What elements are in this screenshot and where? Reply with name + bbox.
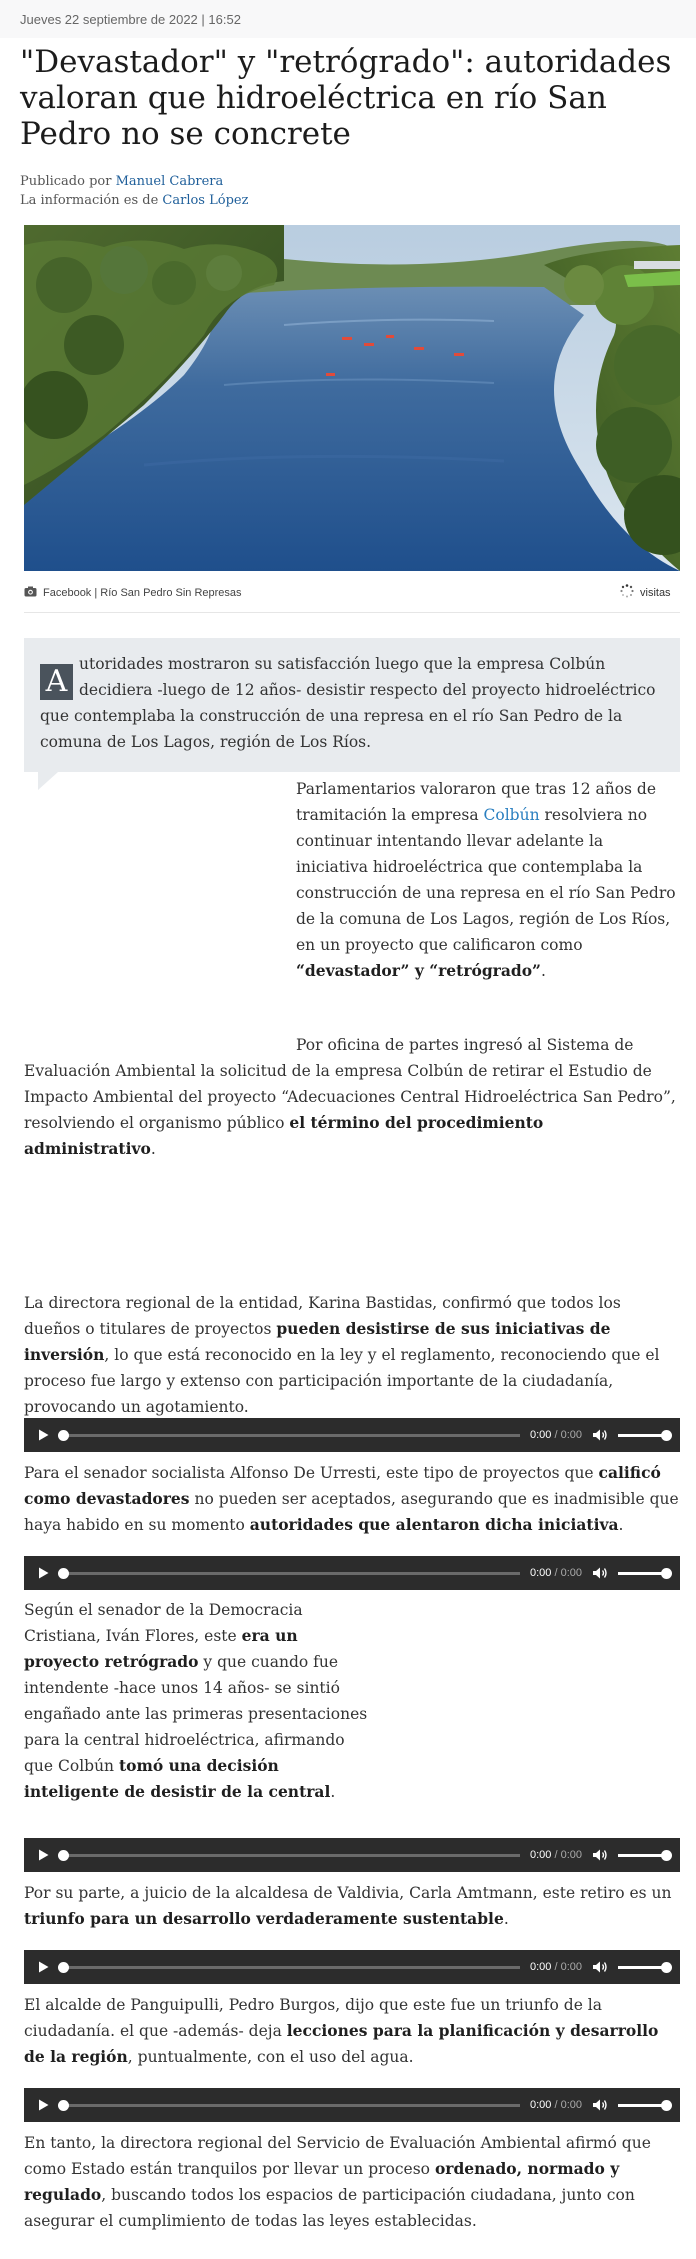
paragraph-3-text: La directora regional de la entidad, Karina Bastidas, confirmó que todos los dueños o titulares de proyectos bbox=[24, 1294, 621, 1338]
paragraph-1 bbox=[296, 776, 676, 984]
audio-duration: 0:00 bbox=[560, 2099, 582, 2111]
paragraph-1-text-2: resolviera no continuar intentando llevar adelante la iniciativa hidroeléctrica que contemplaba la construcción de una represa en el río San Pedro de la comuna de Los Lagos, región de Los Ríos, en un proyecto que calificaron como bbox=[296, 806, 676, 954]
paragraph-2-text: Por oficina de partes ingresó al Sistema de Evaluación Ambiental la solicitud de la empresa Colbún de retirar el Estudio de Impacto Ambiental del proyecto “Adecuaciones Central Hidroeléctrica San Pedro”, resolviendo el organismo público bbox=[24, 1036, 676, 1132]
photo-caption bbox=[24, 586, 242, 600]
volume-icon[interactable] bbox=[592, 1566, 608, 1580]
audio-player-3[interactable] bbox=[24, 1838, 680, 1872]
paragraph-7 bbox=[24, 1992, 680, 2070]
info-author-link[interactable]: Carlos López bbox=[162, 193, 249, 208]
paragraph-5-bold-1: era un proyecto retrógrado bbox=[24, 1626, 298, 1671]
paragraph-4-bold-2: autoridades que alentaron dicha iniciativa bbox=[249, 1515, 619, 1534]
volume-icon[interactable] bbox=[592, 1960, 608, 1974]
author-link[interactable]: Manuel Cabrera bbox=[115, 174, 224, 189]
volume-icon[interactable] bbox=[592, 1848, 608, 1862]
audio-duration: 0:00 bbox=[560, 1567, 582, 1579]
play-icon[interactable] bbox=[36, 1848, 50, 1862]
volume-knob[interactable] bbox=[661, 2100, 672, 2111]
lead-text: utoridades mostraron su satisfacción luego que la empresa Colbún decidiera -luego de 12 años- desistir respecto del proyecto hidroeléctrico que contemplaba la construcción de una represa en el río San Pedro de la comuna de Los Lagos, región de Los Ríos. bbox=[40, 655, 656, 751]
paragraph-6 bbox=[24, 1880, 680, 1932]
paragraph-8 bbox=[24, 2130, 680, 2234]
volume-slider[interactable] bbox=[618, 1434, 668, 1437]
paragraph-8-end: , buscando todos los espacios de participación ciudadana, junto con asegurar el cumplimiento de todas las leyes establecidas. bbox=[24, 2186, 635, 2230]
audio-progress-knob[interactable] bbox=[58, 1430, 69, 1441]
paragraph-4-end: . bbox=[618, 1516, 624, 1534]
paragraph-4-bold-1: calificó como devastadores bbox=[24, 1463, 661, 1508]
audio-current-time: 0:00 bbox=[529, 2099, 552, 2111]
loading-spinner-icon bbox=[620, 584, 634, 601]
audio-progress-bar[interactable] bbox=[60, 1434, 520, 1437]
paragraph-4-text-2: no pueden ser aceptados, asegurando que es inadmisible que haya habido en su momento bbox=[24, 1490, 679, 1534]
audio-time-separator: / bbox=[554, 1961, 558, 1973]
audio-progress-knob[interactable] bbox=[58, 1568, 69, 1579]
audio-player-5[interactable] bbox=[24, 2088, 680, 2122]
paragraph-4-text: Para el senador socialista Alfonso De Urresti, este tipo de proyectos que bbox=[24, 1464, 599, 1482]
paragraph-6-end: . bbox=[503, 1910, 509, 1928]
audio-time bbox=[530, 1429, 582, 1441]
audio-duration: 0:00 bbox=[560, 1849, 582, 1861]
paragraph-2-bold: el término del procedimiento administrativo bbox=[24, 1113, 544, 1158]
audio-progress-knob[interactable] bbox=[58, 1962, 69, 1973]
audio-duration: 0:00 bbox=[560, 1429, 582, 1441]
volume-knob[interactable] bbox=[661, 1850, 672, 1861]
paragraph-2-end: . bbox=[150, 1140, 156, 1158]
visits-label: visitas bbox=[640, 586, 671, 599]
byline bbox=[20, 172, 248, 210]
article-title: "Devastador" y "retrógrado": autoridades valoran que hidroeléctrica en río San Pedro no se concrete bbox=[20, 44, 672, 152]
volume-slider[interactable] bbox=[618, 2104, 668, 2107]
play-icon[interactable] bbox=[36, 1566, 50, 1580]
paragraph-5-bold-2: tomó una decisión inteligente de desistir de la central bbox=[24, 1756, 331, 1801]
paragraph-5-text-2: y que cuando fue intendente -hace unos 14 años- se sintió engañado ante las primeras presentaciones para la central hidroeléctrica, afirmando que Colbún bbox=[24, 1653, 368, 1775]
paragraph-6-bold: triunfo para un desarrollo verdaderamente sustentable bbox=[24, 1909, 504, 1928]
volume-knob[interactable] bbox=[661, 1568, 672, 1579]
play-icon[interactable] bbox=[36, 1960, 50, 1974]
published-by bbox=[20, 172, 248, 191]
volume-knob[interactable] bbox=[661, 1430, 672, 1441]
paragraph-2 bbox=[24, 1032, 680, 1162]
paragraph-5-text: Según el senador de la Democracia Cristiana, Iván Flores, este bbox=[24, 1601, 303, 1645]
audio-duration: 0:00 bbox=[560, 1961, 582, 1973]
photo-caption-text: Facebook | Río San Pedro Sin Represas bbox=[43, 587, 242, 599]
paragraph-5 bbox=[24, 1597, 376, 1805]
audio-player-4[interactable] bbox=[24, 1950, 680, 1984]
camera-icon bbox=[24, 586, 37, 600]
audio-current-time: 0:00 bbox=[529, 1961, 552, 1973]
paragraph-7-text: El alcalde de Panguipulli, Pedro Burgos, dijo que este fue un triunfo de la ciudadanía. el que -además- deja bbox=[24, 1996, 603, 2040]
paragraph-7-end: , puntualmente, con el uso del agua. bbox=[127, 2048, 414, 2066]
colbun-link[interactable]: Colbún bbox=[483, 806, 540, 824]
paragraph-1-text: Parlamentarios valoraron que tras 12 años de tramitación la empresa bbox=[296, 780, 657, 824]
paragraph-5-end: . bbox=[330, 1783, 336, 1801]
paragraph-3-bold: pueden desistirse de sus iniciativas de inversión bbox=[24, 1319, 611, 1364]
paragraph-1-bold: “devastador” y “retrógrado” bbox=[296, 961, 541, 980]
info-prefix: La información es de bbox=[20, 193, 159, 208]
audio-time-separator: / bbox=[554, 2099, 558, 2111]
audio-time bbox=[530, 1961, 582, 1973]
paragraph-3 bbox=[24, 1290, 680, 1420]
audio-time-separator: / bbox=[554, 1429, 558, 1441]
paragraph-6-text: Por su parte, a juicio de la alcaldesa de Valdivia, Carla Amtmann, este retiro es un bbox=[24, 1884, 672, 1902]
published-prefix: Publicado por bbox=[20, 174, 112, 189]
audio-progress-bar[interactable] bbox=[60, 2104, 520, 2107]
audio-progress-bar[interactable] bbox=[60, 1572, 520, 1575]
audio-progress-knob[interactable] bbox=[58, 1850, 69, 1861]
audio-player-2[interactable] bbox=[24, 1556, 680, 1590]
audio-time-separator: / bbox=[554, 1567, 558, 1579]
audio-current-time: 0:00 bbox=[529, 1849, 552, 1861]
drop-cap: A bbox=[40, 664, 73, 700]
volume-slider[interactable] bbox=[618, 1572, 668, 1575]
audio-progress-bar[interactable] bbox=[60, 1854, 520, 1857]
information-by bbox=[20, 191, 248, 210]
lead-paragraph bbox=[24, 638, 680, 772]
audio-current-time: 0:00 bbox=[529, 1567, 552, 1579]
audio-progress-bar[interactable] bbox=[60, 1966, 520, 1969]
volume-slider[interactable] bbox=[618, 1966, 668, 1969]
audio-time bbox=[530, 1567, 582, 1579]
publish-date: Jueves 22 septiembre de 2022 | 16:52 bbox=[20, 12, 241, 27]
paragraph-7-bold: lecciones para la planificación y desarrollo de la región bbox=[24, 2021, 659, 2066]
paragraph-8-text: En tanto, la directora regional del Servicio de Evaluación Ambiental afirmó que como Estado están tranquilos por llevar un proceso bbox=[24, 2134, 651, 2178]
lead-pointer bbox=[38, 772, 58, 790]
volume-icon[interactable] bbox=[592, 2098, 608, 2112]
volume-knob[interactable] bbox=[661, 1962, 672, 1973]
volume-icon[interactable] bbox=[592, 1428, 608, 1442]
paragraph-8-bold: ordenado, normado y regulado bbox=[24, 2159, 620, 2204]
audio-player-1[interactable] bbox=[24, 1418, 680, 1452]
audio-time bbox=[530, 1849, 582, 1861]
volume-slider[interactable] bbox=[618, 1854, 668, 1857]
audio-progress-knob[interactable] bbox=[58, 2100, 69, 2111]
paragraph-4 bbox=[24, 1460, 680, 1538]
visits-counter bbox=[620, 584, 671, 601]
hero-image bbox=[24, 225, 680, 571]
paragraph-3-end: , lo que está reconocido en la ley y el reglamento, reconociendo que el proceso fue largo y extenso con participación importante de la ciudadanía, provocando un agotamiento. bbox=[24, 1346, 660, 1416]
divider bbox=[24, 612, 680, 613]
audio-time-separator: / bbox=[554, 1849, 558, 1861]
paragraph-1-end: . bbox=[540, 962, 546, 980]
play-icon[interactable] bbox=[36, 1428, 50, 1442]
audio-current-time: 0:00 bbox=[529, 1429, 552, 1441]
play-icon[interactable] bbox=[36, 2098, 50, 2112]
audio-time bbox=[530, 2099, 582, 2111]
